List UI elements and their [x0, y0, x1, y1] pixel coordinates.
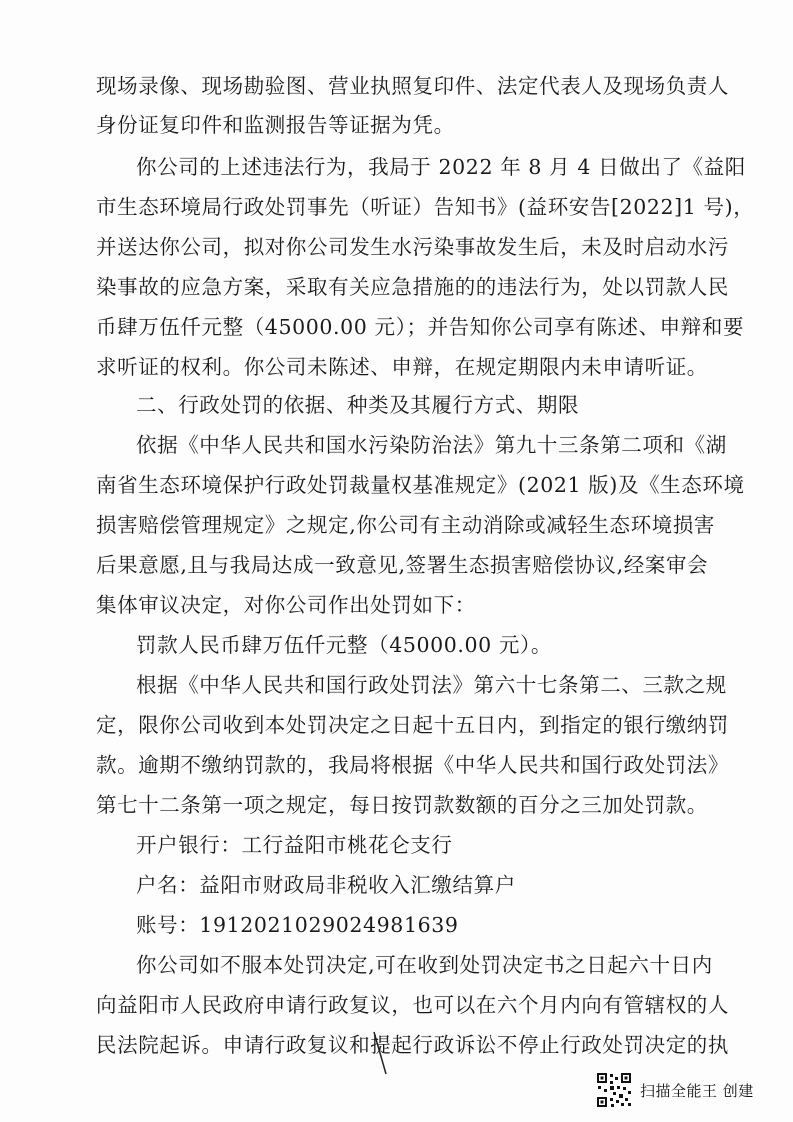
watermark-text: 扫描全能王 创建: [640, 1081, 754, 1100]
text-line: 定，限你公司收到本处罚决定之日起十五日内，到指定的银行缴纳罚: [96, 713, 729, 737]
text-line: 求听证的权利。你公司未陈述、申辩，在规定期限内未申请听证。: [96, 355, 708, 379]
text-line: 依据《中华人民共和国水污染防治法》第九十三条第二项和《湖: [136, 433, 727, 457]
scanner-watermark: [596, 1068, 754, 1112]
text-line: 集体审议决定，对你公司作出处罚如下：: [96, 593, 476, 617]
text-line: 后果意愿,且与我局达成一致意见,签署生态损害赔偿协议,经案审会: [96, 553, 709, 577]
text-line: 南省生态环境保护行政处罚裁量权基准规定》(2021 版)及《生态环境: [96, 473, 745, 497]
text-line: 你公司如不服本处罚决定,可在收到处罚决定书之日起六十日内: [136, 953, 713, 977]
text-line: 根据《中华人民共和国行政处罚法》第六十七条第二、三款之规: [136, 673, 727, 697]
text-line: 币肆万伍仟元整（45000.00 元）；并告知你公司享有陈述、申辩和要: [96, 315, 745, 339]
text-line: 并送达你公司，拟对你公司发生水污染事故发生后，未及时启动水污: [96, 235, 729, 259]
text-line: 民法院起诉。申请行政复议和提起行政诉讼不停止行政处罚决定的执: [96, 1033, 729, 1057]
text-line: 现场录像、现场勘验图、营业执照复印件、法定代表人及现场负责人: [96, 74, 729, 98]
text-line: 身份证复印件和监测报告等证据为凭。: [96, 113, 455, 137]
penalty-line: 罚款人民币肆万伍仟元整（45000.00 元）。: [136, 633, 552, 657]
account-number-line: 账号：191202102902498163​9: [136, 913, 459, 937]
text-line: 第七十二条第一项之规定，每日按罚款数额的百分之三加处罚款。: [96, 793, 708, 817]
text-line: 向益阳市人民政府申请行政复议，也可以在六个月内向有管辖权的人: [96, 993, 729, 1017]
qr-code-icon: [596, 1072, 632, 1108]
text-line: 款。逾期不缴纳罚款的，我局将根据《中华人民共和国行政处罚法》: [96, 753, 729, 777]
bank-line: 开户银行：工行益阳市桃花仑支行: [136, 833, 453, 857]
text-line: 市生态环境局行政处罚事先（听证）告知书》(益环安告[2022]1 号)，: [96, 195, 755, 219]
text-line: 损害赔偿管理规定》之规定,你公司有主动消除或减轻生态环境损害: [96, 513, 716, 537]
pen-mark: [372, 1030, 392, 1078]
text-line: 你公司的上述违法行为，我局于 2022 年 8 月 4 日做出了《益阳: [136, 155, 746, 179]
account-name-line: 户名：益阳市财政局非税收入汇缴结算户: [136, 873, 516, 897]
section-heading: 二、行政处罚的依据、种类及其履行方式、期限: [136, 393, 580, 417]
text-line: 染事故的应急方案，采取有关应急措施的的违法行为，处以罚款人民: [96, 275, 729, 299]
